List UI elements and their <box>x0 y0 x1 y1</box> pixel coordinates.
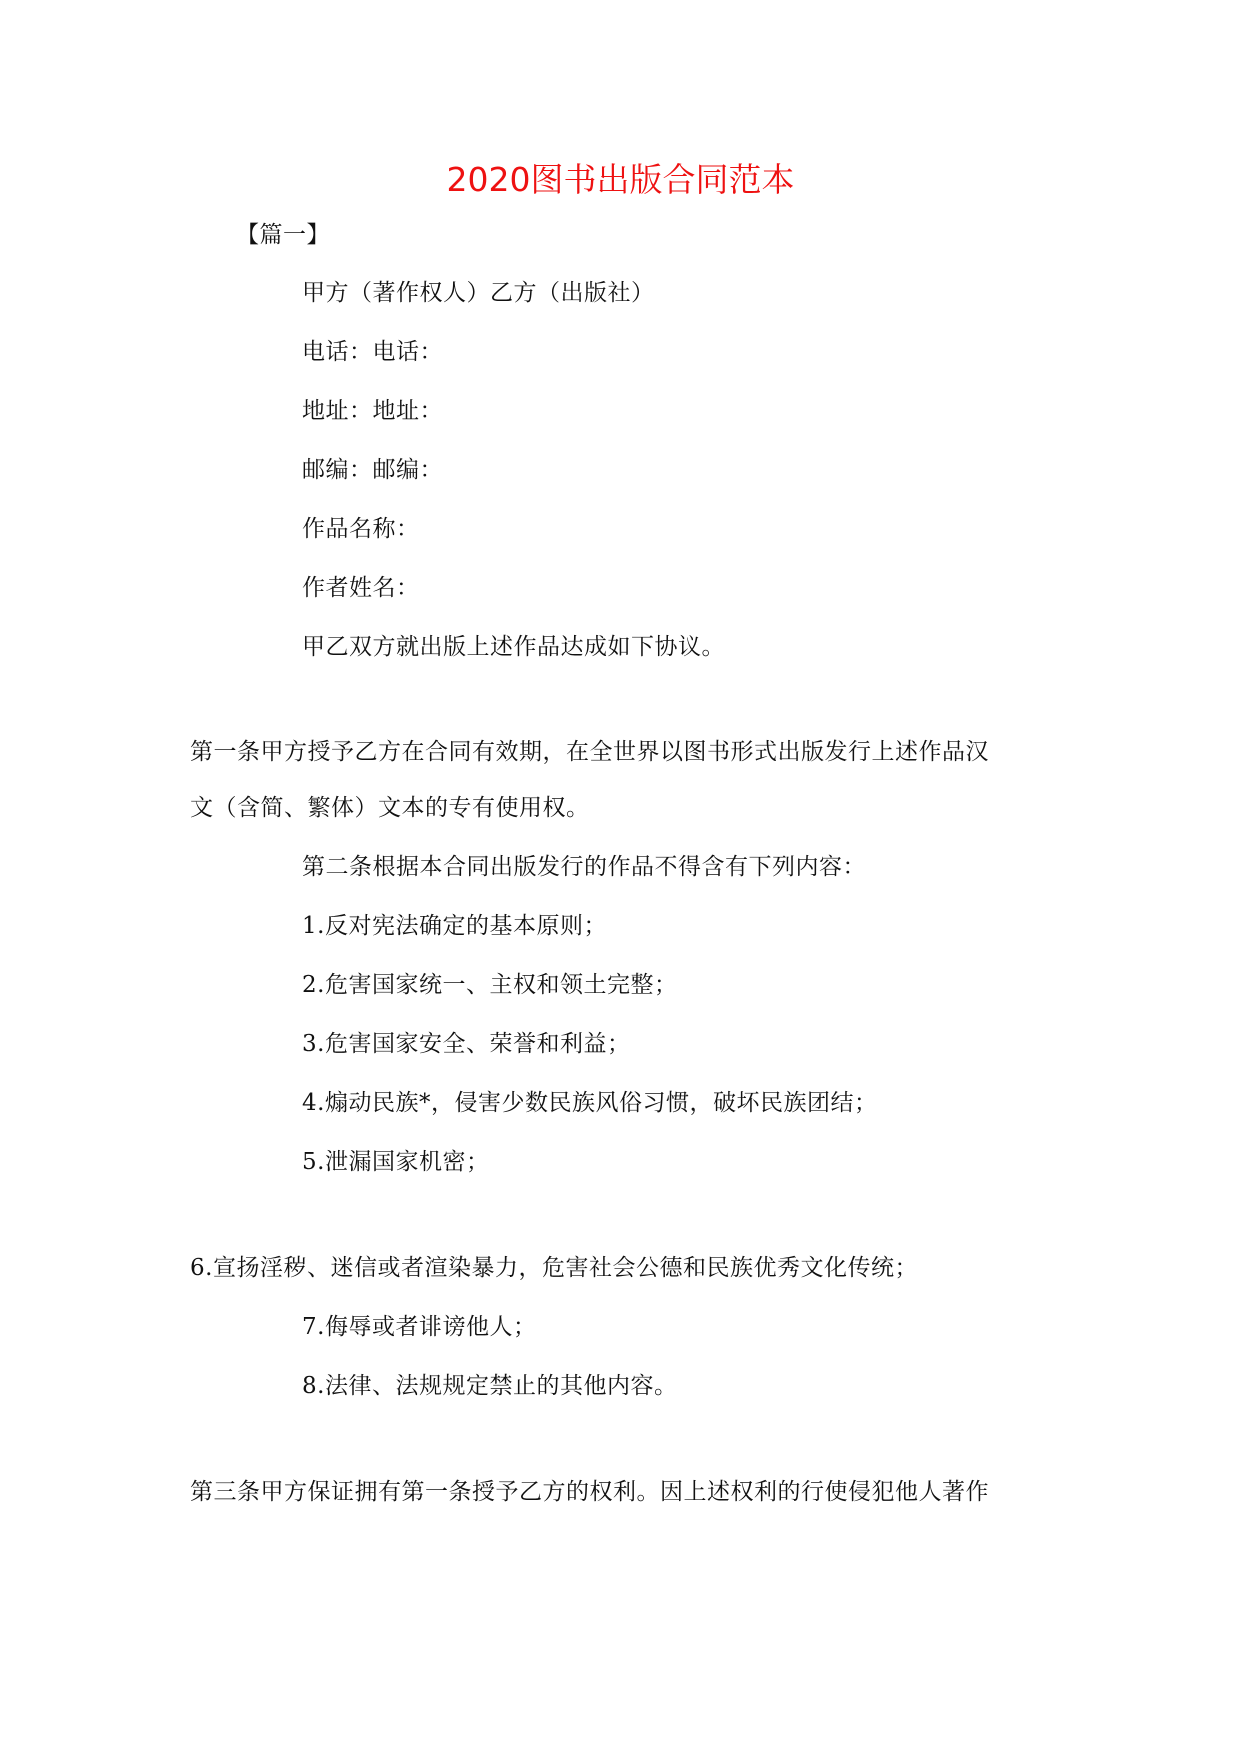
article-1-line-1: 第一条甲方授予乙方在合同有效期，在全世界以图书形式出版发行上述作品汉 <box>190 739 989 765</box>
address-line: 地址：地址： <box>302 398 443 424</box>
document-title: 2020图书出版合同范本 <box>446 160 795 199</box>
article-2-intro: 第二条根据本合同出版发行的作品不得含有下列内容： <box>302 854 866 880</box>
party-line: 甲方（著作权人）乙方（出版社） <box>302 280 655 306</box>
phone-line: 电话：电话： <box>302 339 443 365</box>
section-heading: 【篇一】 <box>236 222 330 248</box>
article-1-line-2: 文（含简、繁体）文本的专有使用权。 <box>190 795 590 821</box>
agreement-intro-line: 甲乙双方就出版上述作品达成如下协议。 <box>302 634 725 660</box>
article-3-line-1: 第三条甲方保证拥有第一条授予乙方的权利。因上述权利的行使侵犯他人著作 <box>190 1479 989 1505</box>
author-name-line: 作者姓名： <box>302 575 420 601</box>
postcode-line: 邮编：邮编： <box>302 457 443 483</box>
list-item-2: 2.危害国家统一、主权和领土完整； <box>302 972 678 998</box>
list-item-7: 7.侮辱或者诽谤他人； <box>302 1314 537 1340</box>
list-item-3: 3.危害国家安全、荣誉和利益； <box>302 1031 631 1057</box>
list-item-1: 1.反对宪法确定的基本原则； <box>302 913 607 939</box>
list-item-4: 4.煽动民族*，侵害少数民族风俗习惯，破坏民族团结； <box>302 1090 878 1116</box>
list-item-6: 6.宣扬淫秽、迷信或者渲染暴力，危害社会公德和民族优秀文化传统； <box>190 1255 918 1281</box>
list-item-8: 8.法律、法规规定禁止的其他内容。 <box>302 1373 678 1399</box>
work-title-line: 作品名称： <box>302 516 420 542</box>
list-item-5: 5.泄漏国家机密； <box>302 1149 490 1175</box>
